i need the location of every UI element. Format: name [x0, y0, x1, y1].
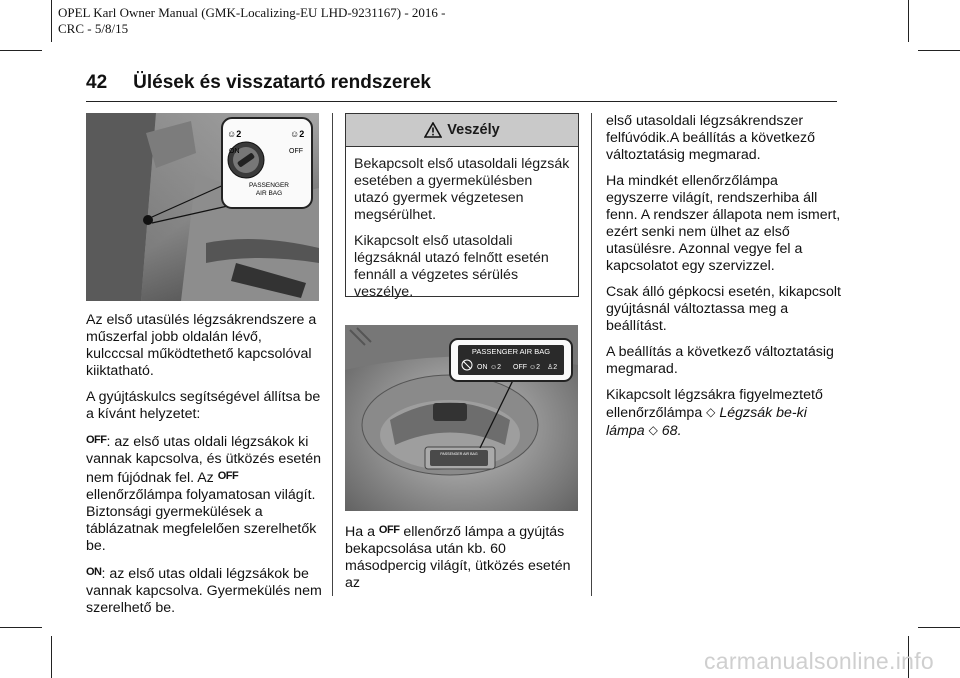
warning-title: Veszély [447, 122, 500, 138]
warning-paragraph: Kikapcsolt első utasoldali légzsáknál utazó felnőtt esetén fennáll a végzetes sérülés veszélye. [354, 233, 549, 300]
watermark: carmanualsonline.info [703, 648, 934, 674]
cross-reference-link[interactable]: Légzsák be-ki lámpa [606, 405, 807, 439]
warning-header [346, 114, 578, 147]
paragraph: első utasoldali légzsákrendszer felfúvódik.A beállítás a következő változtatásig megmarad. [606, 113, 815, 163]
airbag-off-symbol: OFF [378, 524, 400, 536]
page-number: 42 [86, 72, 108, 93]
figure-airbag-indicator-panel [345, 325, 578, 511]
airbag-on-symbol: ON [86, 566, 102, 578]
section-title: Ülések és visszatartó rendszerek [133, 72, 431, 93]
document-meta [58, 5, 446, 37]
page-header [86, 72, 431, 94]
paragraph: Csak álló gépkocsi esetén, kikapcsolt gyújtásnál változtassa meg a beállítást. [606, 284, 842, 334]
panel-on-label: ON [477, 364, 488, 371]
roof-console-illustration [345, 325, 578, 511]
paragraph [345, 522, 581, 592]
paragraph: Az első utasülés légzsákrendszere a műszerfal jobb oldalán lévő, kulcccsal működtethető kapcsolóval kiiktatható. [86, 312, 317, 379]
svg-text:☺2: ☺2 [290, 129, 305, 139]
crop-mark [51, 0, 52, 42]
crop-mark [908, 0, 909, 42]
title-divider [86, 101, 837, 102]
text: : az első utas oldali légzsákok be vannak kapcsolva. Gyermekülés nem szerelhető be. [86, 566, 322, 616]
crop-mark [918, 50, 960, 51]
crop-mark [0, 50, 42, 51]
meta-line-2: CRC - 5/8/15 [58, 21, 129, 36]
meta-line-1: OPEL Karl Owner Manual (GMK-Localizing-EU LHD-9231167) - 2016 - [58, 5, 446, 20]
text: ellenőrző lámpa a gyújtás bekapcsolása után kb. 60 másodpercig világít, ütközés esetén az [345, 524, 571, 591]
cross-reference-page[interactable]: 68 [661, 423, 678, 439]
warning-triangle-icon [424, 122, 442, 138]
crop-mark [51, 636, 52, 678]
text: . [677, 423, 682, 439]
danger-warning-box [345, 113, 579, 300]
column-3 [606, 113, 842, 449]
crop-mark [0, 627, 42, 628]
crop-mark [918, 627, 960, 628]
paragraph: A gyújtáskulcs segítségével állítsa be a kívánt helyzetet: [86, 389, 321, 422]
svg-text:☺2: ☺2 [490, 364, 502, 371]
airbag-off-symbol: OFF [86, 434, 107, 446]
paragraph: Ha mindkét ellenőrzőlámpa egyszerre világít, rendszerhiba áll fenn. A rendszer állapota nem ismert, ezért senki nem ülhet az első utasülésre. Azonnal vegye fel a kapcsolatot egy szervizzel. [606, 173, 841, 274]
warning-body [346, 147, 578, 301]
column-2-caption [345, 522, 581, 601]
text: : az első utas oldali légzsákok ki vannak kapcsolva, és ütközés esetén nem fújódnak fel. Az [86, 434, 322, 486]
figure-airbag-key-switch [86, 113, 319, 301]
cross-reference-arrow-icon: ◇ [706, 405, 716, 419]
text: ellenőrzőlámpa folyamatosan világít. Biztonsági gyermekülések a táblázatnak megfelelően szerelhetők be. [86, 487, 317, 554]
panel-small-label: PASSENGER AIR BAG [440, 452, 478, 456]
paragraph [86, 564, 322, 617]
column-1 [86, 312, 322, 626]
paragraph: A beállítás a következő változtatásig megmarad. [606, 344, 834, 377]
switch-off-label: OFF [289, 148, 303, 155]
svg-text:☺2: ☺2 [529, 364, 541, 371]
switch-airbag-label: AIR BAG [255, 190, 283, 197]
switch-passenger-label: PASSENGER [249, 182, 289, 189]
column-divider [591, 113, 592, 596]
cross-reference-arrow-icon: ◇ [648, 423, 658, 437]
door-dashboard-illustration [86, 113, 319, 301]
column-divider [332, 113, 333, 596]
switch-on-label: ON [229, 148, 240, 155]
panel-off-label: OFF [513, 364, 527, 371]
warning-paragraph: Bekapcsolt első utasoldali légzsák esetében a gyermekülésben utazó gyermek végzetesen megsérülhet. [354, 156, 570, 223]
svg-text:♙2: ♙2 [547, 364, 558, 371]
text: Ha a [345, 524, 379, 540]
svg-text:☺2: ☺2 [227, 129, 242, 139]
panel-title: PASSENGER AIR BAG [471, 347, 551, 356]
paragraph [606, 387, 842, 440]
paragraph [86, 432, 322, 555]
text: Kikapcsolt légzsákra figyelmeztető ellenőrzőlámpa [606, 387, 823, 421]
airbag-off-symbol: OFF [217, 470, 239, 482]
